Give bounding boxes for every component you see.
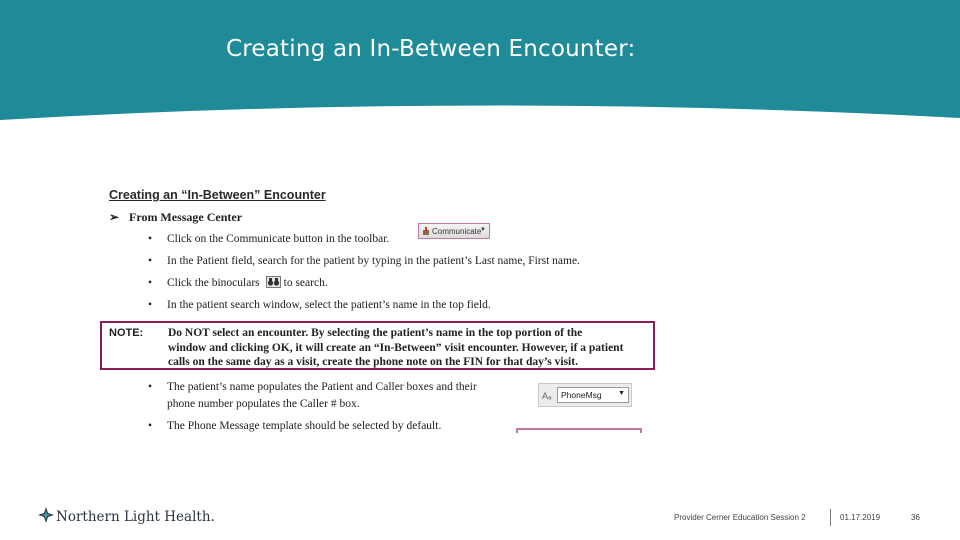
document-excerpt: Creating an “In-Between” Encounter ➢ From Message Center • Click on the Communicate button in the toolbar. • In the Patient field, search for the patient by typing in the patient’s Last name, First name. • Click the binoculars to search. • In the patient search window, select the patient’s name in the top field. NOTE: Do NOT select an encounter. By selecting the patient’s name in the top portion of the window and clicking OK, it will create an “In-Between” visit encounter. However, if a patient calls on the same day as a visit, create the phone note on the FIN for that day’s visit. • The patient’s name populates the Patient and Caller boxes and their phone number populates the Caller # box. • The Phone Message template should be selected by default.: [100, 180, 660, 440]
slide-title: Creating an In-Between Encounter:: [226, 36, 636, 62]
bullet-dot-icon: •: [148, 299, 153, 311]
header-band: [0, 0, 960, 130]
list-item: • In the patient search window, select the patient’s name in the top field.: [148, 299, 491, 311]
phone-template-dropdown[interactable]: Aₐ PhoneMsg ▼: [538, 383, 632, 407]
communicate-icon: [422, 227, 430, 236]
bullet-dot-icon: •: [148, 277, 153, 289]
document-heading: Creating an “In-Between” Encounter: [109, 188, 326, 202]
note-label: NOTE:: [109, 327, 144, 339]
compass-star-icon: [38, 507, 54, 523]
note-text: Do NOT select an encounter. By selecting the patient’s name in the top portion of the window and clicking OK, it will create an “In-Between” visit encounter. However, if a patient calls on the same day as a visit, create the phone note on the FIN for that day’s visit.: [168, 327, 624, 368]
bullet-dot-icon: •: [148, 255, 153, 267]
chevron-down-icon: ▼: [618, 390, 625, 397]
binoculars-icon[interactable]: [266, 276, 281, 288]
footer-date: 01.17.2019: [840, 513, 881, 522]
text-format-icon: Aₐ: [542, 391, 552, 401]
list-item: • Click the binoculars to search.: [148, 277, 328, 289]
note-box: [100, 321, 655, 370]
footer-divider: [830, 509, 831, 526]
list-item: • In the Patient field, search for the patient by typing in the patient’s Last name, First name.: [148, 255, 580, 267]
bullet-dot-icon: •: [148, 420, 153, 432]
chevron-down-icon: ▼: [480, 227, 486, 233]
bullet-dot-icon: •: [148, 381, 153, 393]
arrow-bullet-icon: ➢: [109, 210, 120, 224]
bullet-dot-icon: •: [148, 233, 153, 245]
footer-session: Provider Cerner Education Session 2: [674, 513, 806, 522]
document-subheading: ➢ From Message Center: [109, 210, 243, 224]
page-number: 36: [911, 513, 920, 522]
cropped-image-fragment: [516, 428, 642, 433]
list-item: • Click on the Communicate button in the toolbar.: [148, 233, 390, 245]
communicate-button[interactable]: Communicate ▼: [418, 223, 490, 239]
